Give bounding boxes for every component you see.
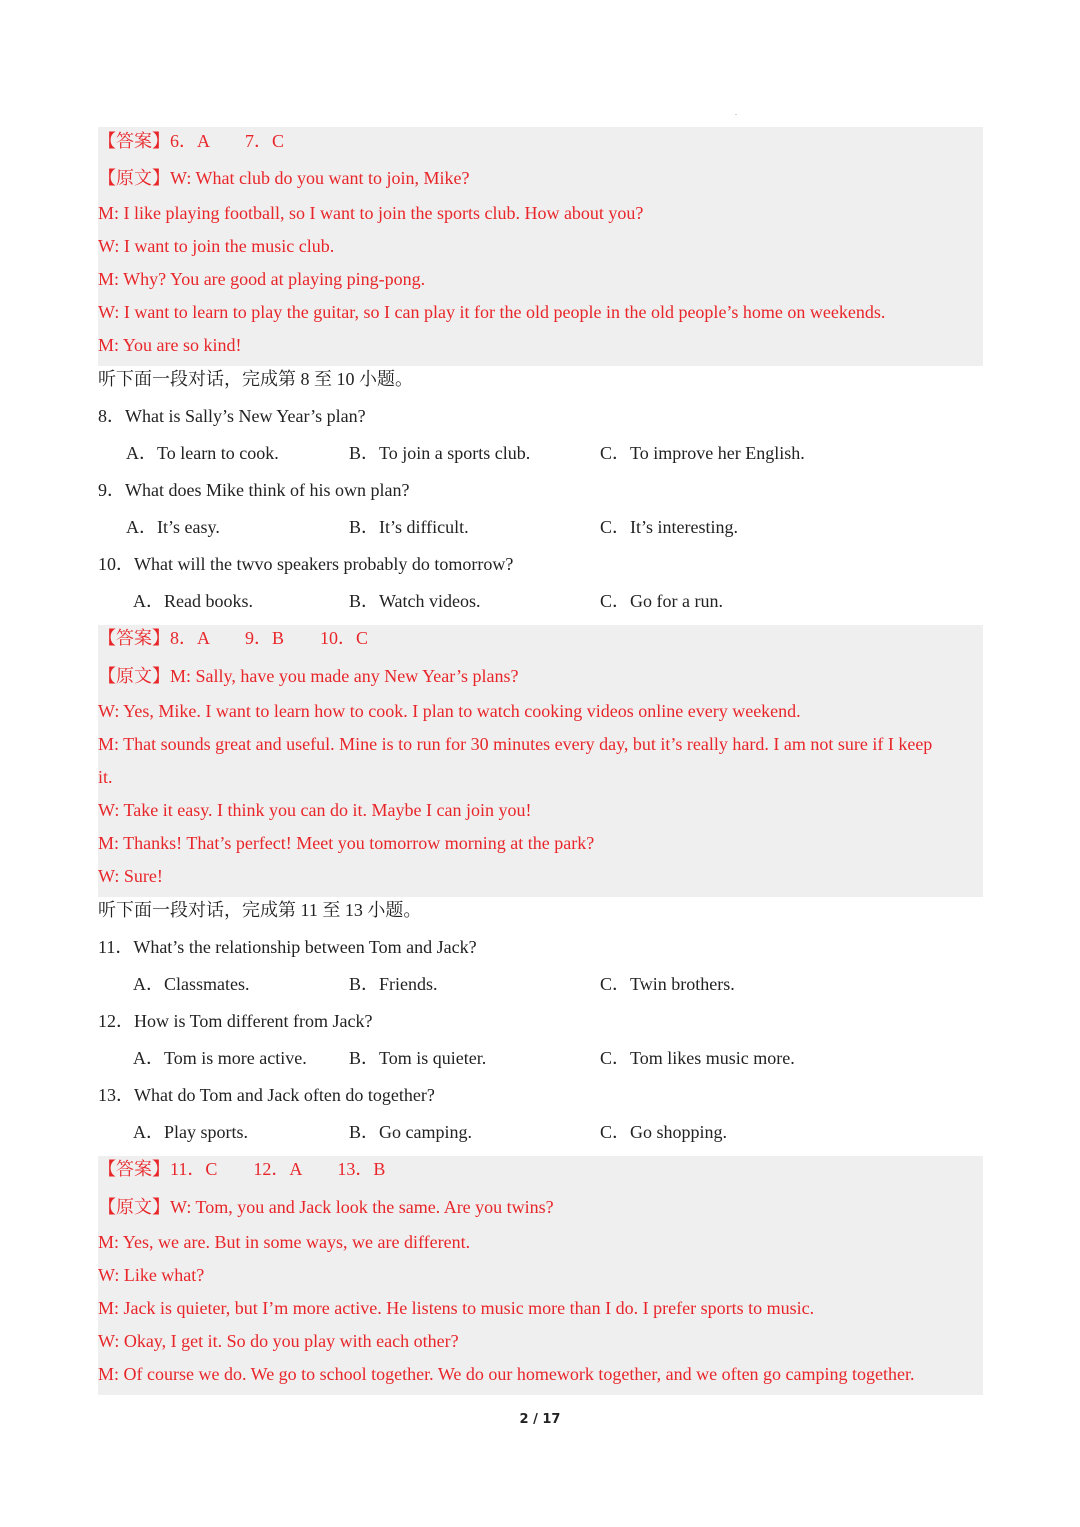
transcript-line: W: Okay, I get it. So do you play with each other? — [98, 1331, 459, 1351]
transcript-line: W: Sure! — [98, 866, 163, 886]
instruction-text: 听下面一段对话，完成第 8 至 10 小题。 — [98, 369, 413, 389]
question-9: 9．What does Mike think of his own plan? — [98, 480, 410, 500]
option-a: A．It’s easy. — [126, 517, 220, 537]
option-c: C．Twin brothers. — [600, 974, 735, 994]
question-10: 10．What will the twvo speakers probably do tomorrow? — [98, 554, 514, 574]
page-number: 2 / 17 — [519, 1412, 561, 1427]
option-b: B．Go camping. — [349, 1122, 472, 1142]
transcript-line: it. — [98, 767, 113, 787]
transcript-line: M: Thanks! That’s perfect! Meet you tomorrow morning at the park? — [98, 833, 595, 853]
instruction-text: 听下面一段对话，完成第 11 至 13 小题。 — [98, 900, 422, 920]
transcript-line: 【原文】M: Sally, have you made any New Year’s plans? — [98, 666, 519, 686]
transcript-line: M: I like playing football, so I want to join the sports club. How about you? — [98, 203, 644, 223]
option-c: C．It’s interesting. — [600, 517, 738, 537]
transcript-line: M: Jack is quieter, but I’m more active. He listens to music more than I do. I prefer sports to music. — [98, 1298, 815, 1318]
option-a: A．To learn to cook. — [126, 443, 279, 463]
option-c: C．To improve her English. — [600, 443, 805, 463]
question-13: 13．What do Tom and Jack often do together? — [98, 1085, 435, 1105]
transcript-line: W: Yes, Mike. I want to learn how to cook. I plan to watch cooking videos online every weekend. — [98, 701, 801, 721]
question-12: 12．How is Tom different from Jack? — [98, 1011, 373, 1031]
option-b: B．To join a sports club. — [349, 443, 531, 463]
option-b: B．Friends. — [349, 974, 438, 994]
transcript-line: M: You are so kind! — [98, 335, 242, 355]
question-11: 11．What’s the relationship between Tom and Jack? — [98, 937, 477, 957]
option-b: B．It’s difficult. — [349, 517, 469, 537]
option-b: B．Watch videos. — [349, 591, 481, 611]
transcript-line: M: Why? You are good at playing ping-pong. — [98, 269, 426, 289]
page-mark: . — [735, 108, 737, 117]
answer-line: 【答案】11．C 12．A 13．B — [98, 1159, 386, 1179]
transcript-line: 【原文】W: What club do you want to join, Mike? — [98, 168, 470, 188]
answer-line: 【答案】8．A 9．B 10．C — [98, 628, 369, 648]
option-a: A．Tom is more active. — [133, 1048, 307, 1068]
transcript-line: W: Like what? — [98, 1265, 205, 1285]
transcript-line: M: Yes, we are. But in some ways, we are different. — [98, 1232, 471, 1252]
option-a: A．Read books. — [133, 591, 253, 611]
option-c: C．Go shopping. — [600, 1122, 728, 1142]
option-c: C．Go for a run. — [600, 591, 723, 611]
transcript-line: W: I want to learn to play the guitar, so I can play it for the old people in the old people’s home on weekends. — [98, 302, 886, 322]
option-a: A．Classmates. — [133, 974, 250, 994]
option-b: B．Tom is quieter. — [349, 1048, 487, 1068]
question-8: 8．What is Sally’s New Year’s plan? — [98, 406, 366, 426]
transcript-line: W: Take it easy. I think you can do it. Maybe I can join you! — [98, 800, 532, 820]
answer-line: 【答案】6．A 7．C — [98, 131, 285, 151]
option-c: C．Tom likes music more. — [600, 1048, 795, 1068]
transcript-line: 【原文】W: Tom, you and Jack look the same. Are you twins? — [98, 1197, 554, 1217]
transcript-line: M: That sounds great and useful. Mine is to run for 30 minutes every day, but it’s really hard. I am not sure if I keep — [98, 734, 933, 754]
transcript-line: M: Of course we do. We go to school together. We do our homework together, and we often go camping together. — [98, 1364, 915, 1384]
option-a: A．Play sports. — [133, 1122, 249, 1142]
transcript-line: W: I want to join the music club. — [98, 236, 335, 256]
